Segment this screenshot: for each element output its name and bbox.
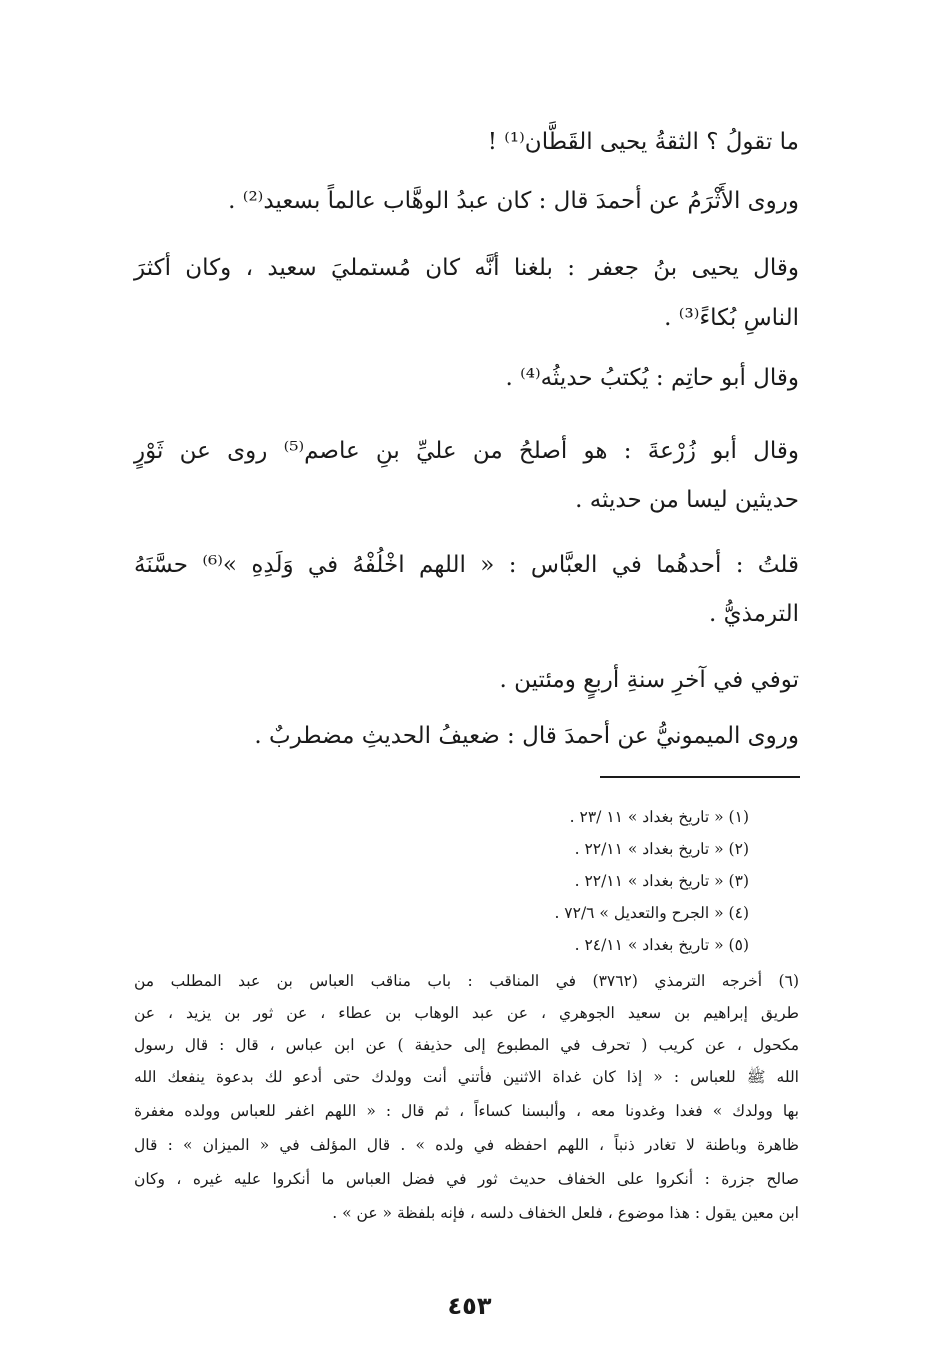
footnote-line: الله ﷺ للعباس : « إذا كان غداة الاثنين فأتني أنت وولدك حتى أدعو لك بدعوة ينفعك الله bbox=[134, 1068, 799, 1086]
body-line: وقال يحيى بنُ جعفر : بلغنا أنَّه كان مُستمليَ سعيد ، وكان أكثرَ bbox=[134, 255, 799, 281]
page-number: ٤٥٣ bbox=[447, 1292, 492, 1320]
body-line: وقال أبو حاتِم : يُكتبُ حديثُه⁽⁴⁾ . bbox=[505, 365, 799, 391]
footnote-line: (٦) أخرجه الترمذي (٣٧٦٢) في المناقب : باب مناقب العباس بن عبد المطلب من bbox=[134, 972, 799, 990]
footnote-line: (٢) « تاريخ بغداد » ٢٢/١١ . bbox=[574, 840, 749, 858]
footnote-line: مكحول ، عن كريب ( تحرف في المطبوع إلى حذيفة ) عن ابن عباس ، قال : قال رسول bbox=[134, 1036, 799, 1054]
footnote-line: (٣) « تاريخ بغداد » ٢٢/١١ . bbox=[574, 872, 749, 890]
body-line: وروى الميمونيُّ عن أحمدَ قال : ضعيفُ الحديثِ مضطربٌ . bbox=[254, 723, 799, 749]
body-line: وقال أبو زُرْعةَ : هو أصلحُ من عليِّ بنِ عاصم⁽⁵⁾ روى عن ثَوْرٍ bbox=[134, 438, 799, 464]
footnote-line: (١) « تاريخ بغداد » ١١ /٢٣ . bbox=[569, 808, 749, 826]
footnote-line: صالح جزرة : أنكروا على الخفاف حديث ثور في فضل العباس ما أنكروا عليه غيره ، وكان bbox=[134, 1170, 799, 1188]
footnote-line: ظاهرة وباطنة لا تغادر ذنباً ، اللهم احفظه في ولده » . قال المؤلف في « الميزان » : قال bbox=[134, 1136, 799, 1154]
body-line: توفي في آخرِ سنةِ أربعٍ ومئتين . bbox=[499, 667, 799, 693]
footnote-line: (٤) « الجرح والتعديل » ٧٢/٦ . bbox=[554, 904, 749, 922]
body-line: الترمذيُّ . bbox=[708, 601, 799, 627]
footnote-separator bbox=[600, 776, 800, 778]
body-line: ما تقولُ ؟ الثقةُ يحيى القَطَّان⁽¹⁾ ! bbox=[487, 129, 799, 155]
body-line: وروى الأَثْرَمُ عن أحمدَ قال : كان عبدُ الوهَّاب عالماً بسعيد⁽²⁾ . bbox=[228, 188, 799, 214]
footnote-line: (٥) « تاريخ بغداد » ٢٤/١١ . bbox=[574, 936, 749, 954]
footnote-line: ابن معين يقول : هذا موضوع ، فلعل الخفاف دلسه ، فإنه بلفظة « عن » . bbox=[332, 1204, 799, 1222]
footnote-line: طريق إبراهيم بن سعيد الجوهري ، عن عبد الوهاب بن عطاء ، عن ثور بن يزيد ، عن bbox=[134, 1004, 799, 1022]
body-line: حديثين ليسا من حديثه . bbox=[575, 487, 799, 513]
footnote-line: بها وولدك » فغدا وغدونا معه ، وألبسنا كساءاً ، ثم قال : « اللهم اغفر للعباس وولده مغفرة bbox=[134, 1102, 799, 1120]
body-line: قلتُ : أحدهُما في العبَّاس : « اللهم اخْلُفْهُ في وَلَدِهِ »⁽⁶⁾ حسَّنَهُ bbox=[134, 552, 799, 578]
body-line: الناسِ بُكاءً⁽³⁾ . bbox=[664, 305, 799, 331]
